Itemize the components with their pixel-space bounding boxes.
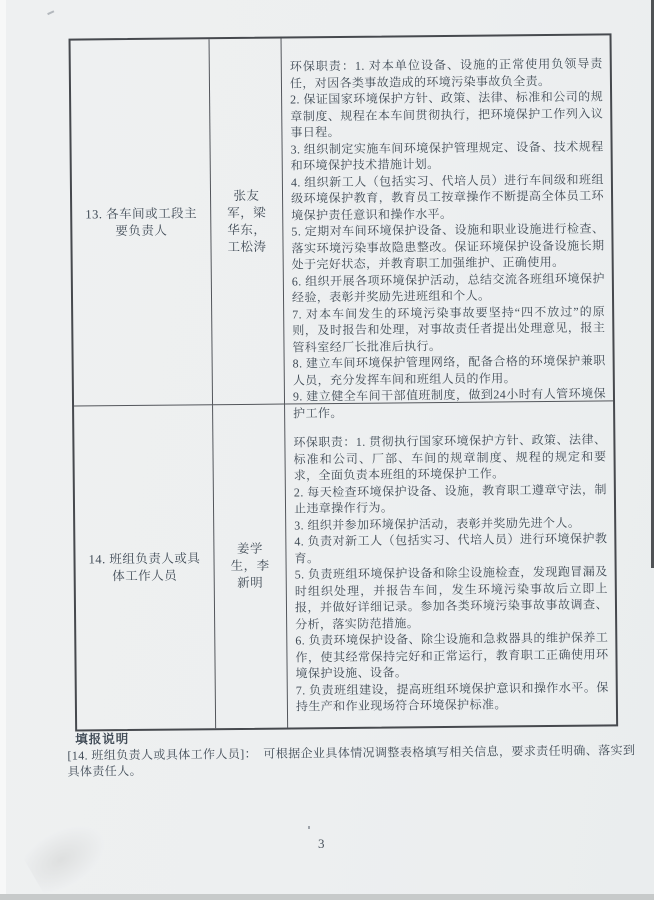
row13-label: 13. 各车间或工段主要负责人 [85, 205, 198, 238]
row14-names: 姜学生，李新明 [230, 541, 270, 590]
duty-item: 2. 每天检查环境保护设备、设施，教育职工遵章守法，制止违章操作行为。 [293, 481, 607, 516]
row13-names: 张友军，梁华东，工松涛 [227, 188, 267, 254]
note-text: [14. 班组负责人或具体工作人员]： 可根据企业具体情况调整表格填写相关信息，要求责任明确、落实到具体责任人。 [67, 743, 636, 779]
row13-names-cell [210, 39, 286, 406]
duty-item: 4. 组织新工人（包括实习、代培人员）进行车间级和班组级环境保护教育，教育员工按章操作不断提高全体员工环境保护责任意识和操作水平。 [290, 171, 605, 222]
filling-instructions [67, 724, 647, 780]
row14-label: 14. 班组负责人或具体工作人员 [88, 550, 201, 583]
page-number: 3 [318, 836, 326, 851]
duty-item: 9. 建立健全车间干部值班制度，做到24小时有人管环境保护工作。 [292, 386, 607, 420]
duty-item: 7. 负责班组建设，提高班组环境保护意识和操作水平。保持生产和作业现场符合环境保护标准。 [295, 679, 609, 714]
duty-item: 3. 组织制定实施车间环境保护管理规定、设备、技术规程和环境保护技术措施计划。 [290, 138, 604, 173]
duty-item: 6. 组织开展各项环境保护活动，总结交流各班组环境保护经验，表彰并奖励先进班组和个人。 [291, 270, 605, 305]
row14-duties-cell [285, 401, 616, 727]
duty-item: 环保职责：1. 贯彻执行国家环境保护方针、政策、法律、标准和公司、厂部、车间的规章制度、规程的规定和要求，全面负责本班组的环境保护工作。 [293, 432, 607, 483]
duty-item: 3. 组织并参加环境保护活动，表彰并奖励先进个人。 [294, 515, 581, 532]
row13-label-cell [71, 39, 214, 406]
duty-item: 4. 负责对新工人（包括实习、代培人员）进行环境保护教育。 [294, 531, 608, 565]
row13-duties-cell [282, 35, 613, 420]
duty-item: 5. 定期对车间环境保护设备、设施和职业设施进行检查、落实环境污染事故隐患整改。保证环境保护设备设施长期处于完好状态，并教育职工加强维护、正确使用。 [291, 221, 605, 272]
notes-title: 填报说明 [75, 732, 130, 747]
row14-label-cell [74, 405, 216, 729]
duty-item: 7. 对本车间发生的环境污染事故要坚持“四不放过”的原则，及时报告和处理，对事故责任者提出处理意见，报主管科室经厂长批准后执行。 [292, 303, 606, 354]
duty-item: 8. 建立车间环境保护管理网络，配备合格的环境保护兼职人员，充分发挥车间和班组人员的作用。 [292, 353, 606, 387]
row13-duties-list [290, 55, 606, 421]
row14-duties-list [293, 431, 609, 714]
duty-item: 环保职责：1. 对本单位设备、设施的正常使用负领导责任，对因各类事故造成的环境污染事故负全责。 [289, 56, 603, 90]
duty-item: 2. 保证国家环境保护方针、政策、法律、标准和公司的规章制度、规程在本车间贯彻执行，把环境保护工作列入议事日程。 [290, 89, 604, 140]
scan-edge-left [0, 0, 6, 900]
scan-edge-bottom [0, 894, 654, 900]
responsibility-table [69, 33, 619, 731]
duty-item: 5. 负责班组环境保护设备和除尘设施检查，发现跑冒漏及时组织处理，并报告车间，发生环境污染事故后立即上报，并做好详细记录。参加各类环境污染事故事故调查、分析，落实防范措施。 [294, 564, 609, 631]
row14-names-cell [213, 405, 288, 729]
duty-item: 6. 负责环境保护设备、除尘设施和急救器具的维护保养工作，使其经常保持完好和正常运行，教育职工正确使用环境保护设施、设备。 [295, 630, 609, 681]
scan-dot [308, 826, 310, 829]
